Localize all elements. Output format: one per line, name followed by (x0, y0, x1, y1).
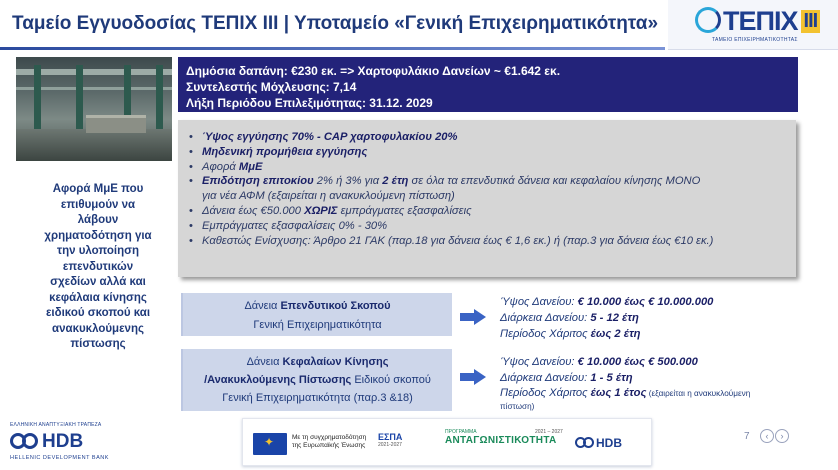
page-title: Ταμείο Εγγυοδοσίας ΤΕΠΙΧ ΙΙΙ | Υποταμείο «Γενική Επιχειρηματικότητα» (12, 13, 659, 34)
loan-working-capital-box: Δάνεια Κεφαλαίων Κίνησης /Ανακυκλούμενης Πίστωσης Ειδικού σκοπού Γενική Επιχειρηματικότητα (παρ.3 &18) (181, 349, 452, 411)
features-list (186, 130, 788, 189)
feature-interest-subsidy-cont: για νέα ΑΦΜ (εξαιρείται η ανακυκλούμενη πίστωση) (202, 190, 455, 203)
eu-cofinancing-text: Με τη συγχρηματοδότηση της Ευρωπαϊκής Ένωσης (292, 434, 367, 449)
hdb-rings-icon (10, 433, 40, 449)
loan-investment-details (500, 294, 820, 342)
tepix-logo-numeral: III (801, 10, 821, 33)
loan-working-capital-grace-note: πίστωση) (500, 401, 535, 411)
features-box (178, 120, 796, 277)
espa-logo: ΕΣΠΑ 2021-2027 (378, 432, 403, 448)
feature-interest-subsidy: • Επιδότηση επιτοκίου 2% ή 3% για 2 έτη σε όλα τα επενδυτικά δάνεια και κεφαλαίου κίνησης ΜΟΝΟ (186, 174, 788, 189)
header (0, 0, 838, 52)
arrow-right-icon (460, 369, 486, 385)
loan-investment-duration: Διάρκεια Δανείου: 5 - 12 έτη (500, 312, 639, 324)
hdb-logo: ΕΛΛΗΝΙΚΗ ΑΝΑΠΤΥΞΙΑΚΗ ΤΡΑΠΕΖΑ HDB HELLENIC DEVELOPMENT BANK (10, 422, 109, 461)
next-slide-button[interactable]: › (775, 429, 789, 443)
summary-leverage: Συντελεστής Μόχλευσης: 7,14 (186, 80, 357, 94)
footer (0, 418, 838, 470)
feature-no-collateral: • Δάνεια έως €50.000 ΧΩΡΙΣ εμπράγματες εξασφαλίσεις (186, 204, 788, 219)
tepix-logo-subtitle: ΤΑΜΕΙΟ ΕΠΙΧΕΙΡΗΜΑΤΙΚΟΤΗΤΑΣ (712, 37, 798, 43)
partners-logos (242, 418, 652, 466)
eu-flag-icon (253, 433, 287, 455)
loan-working-capital-amount: Ύψος Δανείου: € 10.000 έως € 500.000 (500, 356, 698, 368)
hdb-rings-icon (575, 437, 595, 448)
feature-sme: • Αφορά ΜμΕ (186, 160, 788, 175)
tepix-logo-mark (695, 6, 820, 37)
tepix-logo-text: ΤΕΠΙΧ (723, 6, 798, 36)
feature-collateral-range: • Εμπράγματες εξασφαλίσεις 0% - 30% (186, 219, 788, 234)
tepix-logo (668, 0, 838, 50)
feature-guarantee: • Ύψος εγγύησης 70% - CAP χαρτοφυλακίου 20% (186, 130, 788, 145)
target-description: Αφορά ΜμΕ που επιθυμούν να λάβουν χρηματοδότηση για την υλοποίηση επενδυτικών σχεδίων αλλά και κεφάλαια κίνησης ειδικού σκοπού και ανακυκλούμενης πίστωσης (44, 183, 152, 350)
loan-investment-box: Δάνεια Επενδυτικού Σκοπού Γενική Επιχειρηματικότητα (181, 293, 452, 336)
arrow-right-icon (460, 309, 486, 325)
title-underline (0, 47, 665, 50)
loan-working-capital-duration: Διάρκεια Δανείου: 1 - 5 έτη (500, 371, 633, 384)
feature-zero-fee: • Μηδενική προμήθεια εγγύησης (186, 145, 788, 160)
feature-aid-regime: • Καθεστώς Ενίσχυσης: Άρθρο 21 ΓΑΚ (παρ.18 για δάνεια έως € 1,6 εκ.) ή (παρ.3 για δάνεια έως €10 εκ.) (186, 234, 788, 249)
tepix-swirl-icon (695, 7, 721, 33)
loan-working-capital-grace: Περίοδος Χάριτος έως 1 έτος (εξαιρείται η ανακυκλούμενη (500, 387, 751, 399)
page-number: 7 (744, 431, 750, 442)
loan-investment-subtitle: Γενική Επιχειρηματικότητα (253, 319, 382, 331)
loan-investment-grace: Περίοδος Χάριτος έως 2 έτη (500, 328, 641, 340)
loan-working-capital-details (500, 355, 820, 412)
program-logo: ΠΡΟΓΡΑΜΜΑ 2021 – 2027 ΑΝΤΑΓΩΝΙΣΤΙΚΟΤΗΤΑ (445, 429, 563, 446)
loan-investment-amount: Ύψος Δανείου: € 10.000 έως € 10.000.000 (500, 296, 714, 308)
summary-public-expenditure: Δημόσια δαπάνη: €230 εκ. => Χαρτοφυλάκιο Δανείων ~ €1.642 εκ. (186, 64, 561, 78)
summary-box (178, 57, 798, 112)
hdb-small-logo: HDB (575, 436, 622, 450)
loan-working-capital-subtitle: Γενική Επιχειρηματικότητα (παρ.3 &18) (222, 392, 413, 404)
summary-eligibility-end: Λήξη Περιόδου Επιλεξιμότητας: 31.12. 2029 (186, 96, 433, 110)
prev-slide-button[interactable]: ‹ (760, 429, 774, 443)
factory-photo (16, 57, 172, 161)
